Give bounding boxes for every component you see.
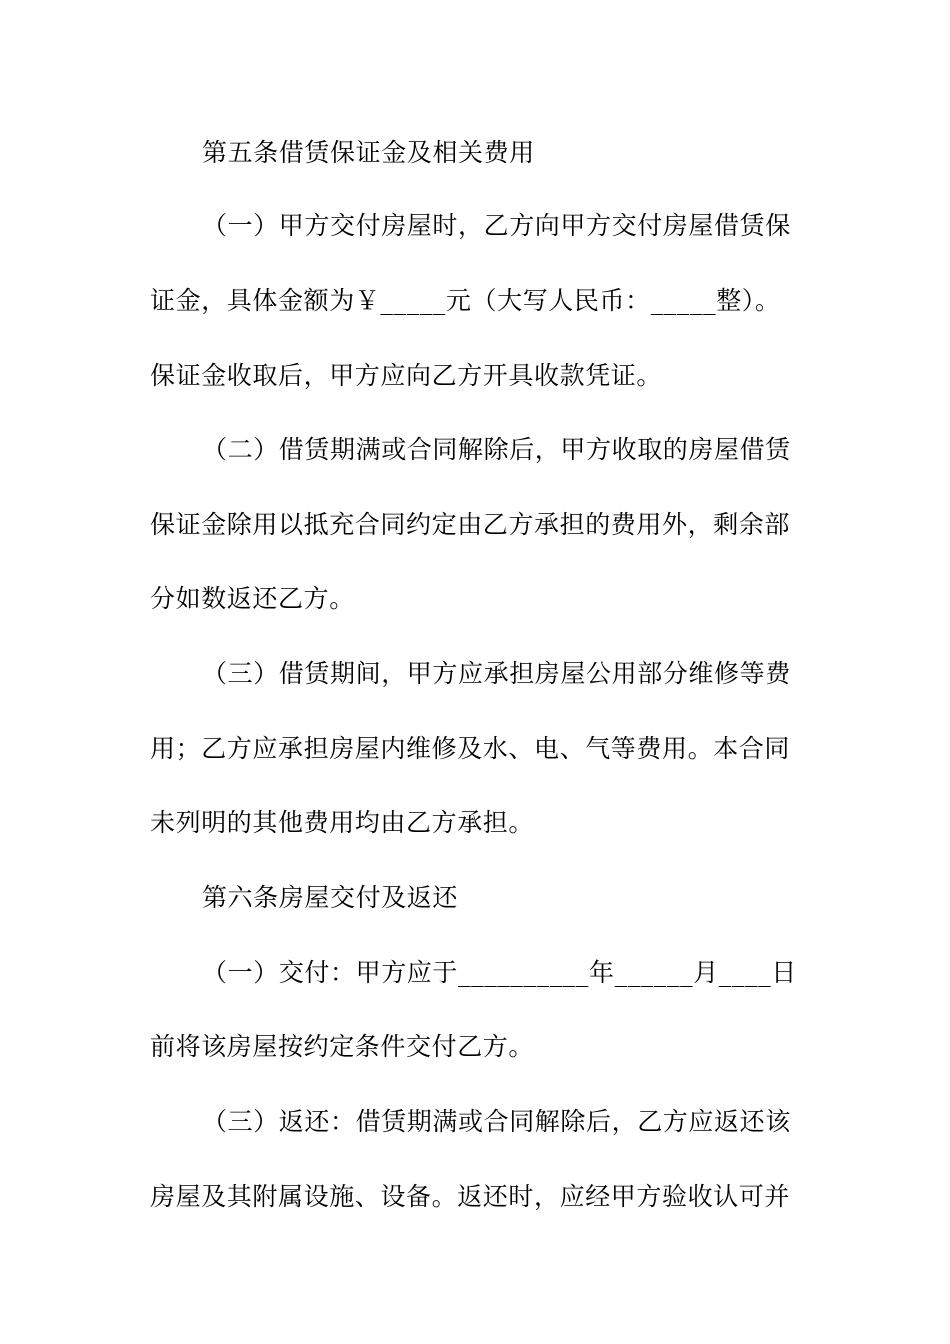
paragraph-line: 房屋及其附属设施、设备。返还时，应经甲方验收认可并 xyxy=(150,1182,791,1211)
paragraph-line: 保证金收取后，甲方应向乙方开具收款凭证。 xyxy=(150,361,663,390)
paragraph-line: 前将该房屋按约定条件交付乙方。 xyxy=(150,1032,535,1061)
paragraph-line: （一）交付：甲方应于__________年______月____日 xyxy=(202,958,797,987)
paragraph-line: 证金，具体金额为￥_____元（大写人民币：_____整）。 xyxy=(150,286,781,315)
paragraph-line: （二）借赁期满或合同解除后，甲方收取的房屋借赁 xyxy=(202,435,791,464)
article-6-heading: 第六条房屋交付及返还 xyxy=(202,883,459,912)
article-5-heading: 第五条借赁保证金及相关费用 xyxy=(202,138,535,167)
paragraph-line: 用；乙方应承担房屋内维修及水、电、气等费用。本合同 xyxy=(150,734,791,763)
paragraph-line: 分如数返还乙方。 xyxy=(150,584,355,613)
paragraph-line: （三）返还：借赁期满或合同解除后，乙方应返还该 xyxy=(202,1107,791,1136)
paragraph-line: （一）甲方交付房屋时，乙方向甲方交付房屋借赁保 xyxy=(202,211,791,240)
paragraph-line: （三）借赁期间，甲方应承担房屋公用部分维修等费 xyxy=(202,659,791,688)
paragraph-line: 未列明的其他费用均由乙方承担。 xyxy=(150,808,535,837)
paragraph-line: 保证金除用以抵充合同约定由乙方承担的费用外，剩余部 xyxy=(150,510,791,539)
